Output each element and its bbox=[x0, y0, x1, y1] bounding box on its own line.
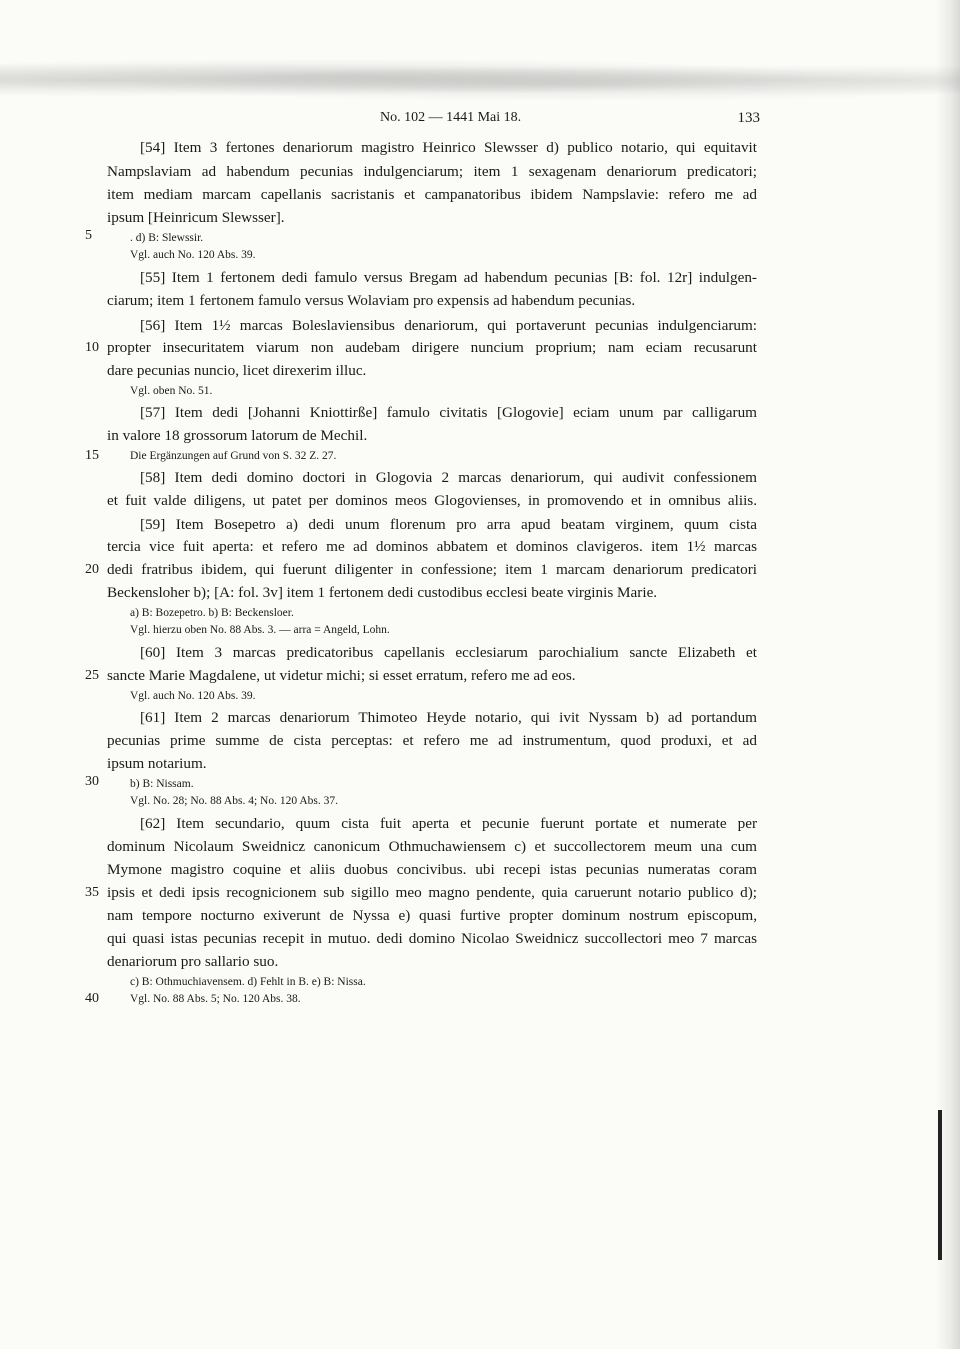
text-line: [60] Item 3 marcas predicatoribus capellanis ecclesiarum parochialium sancte Elizabeth et bbox=[140, 644, 757, 661]
header-title: No. 102 — 1441 Mai 18. bbox=[380, 110, 522, 125]
running-header bbox=[380, 110, 760, 132]
text-line: ipsis et dedi ipsis recognicionem sub sigillo meo magno pendente, quia caruerunt notario publico d); bbox=[107, 884, 757, 901]
text-line: dedi fratribus ibidem, qui fuerunt diligenter in confessione; item 1 marcam denariorum predicatori bbox=[107, 561, 757, 578]
text-line: [61] Item 2 marcas denariorum Thimoteo Heyde notario, qui ivit Nyssam b) ad portandum bbox=[140, 709, 757, 726]
footnote-line: Vgl. No. 88 Abs. 5; No. 120 Abs. 38. bbox=[130, 993, 301, 1005]
text-line: tercia vice fuit aperta: et refero me ad dominos abbatem et dominos clavigeros. item 1½ marcas bbox=[107, 538, 757, 555]
line-number: 5 bbox=[85, 228, 92, 243]
footnote-line: Vgl. auch No. 120 Abs. 39. bbox=[130, 249, 256, 261]
text-line: Nampslaviam ad habendum pecunias indulgenciarum; item 1 sexagenam denariorum predicatori; bbox=[107, 163, 757, 180]
line-number: 25 bbox=[85, 668, 99, 683]
text-line: [56] Item 1½ marcas Boleslaviensibus denariorum, qui portaverunt pecunias indulgenciarum: bbox=[140, 317, 757, 334]
text-line: dare pecunias nuncio, licet direxerim illuc. bbox=[107, 362, 367, 379]
text-line: propter insecuritatem viarum non audebam dirigere nuncium proprium; nam eciam recusarunt bbox=[107, 339, 757, 356]
text-line: et fuit valde diligens, ut patet per dominos meos Glogovienses, in promovendo et in omnibus aliis. bbox=[107, 492, 757, 509]
footnote-line: b) B: Nissam. bbox=[130, 778, 194, 790]
line-number: 40 bbox=[85, 991, 99, 1006]
text-line: sancte Marie Magdalene, ut videtur michi; si esset erratum, refero me ad eos. bbox=[107, 667, 576, 684]
text-line: ipsum notarium. bbox=[107, 755, 207, 772]
text-line: [59] Item Bosepetro a) dedi unum florenum pro arra apud beatam virginem, quum cista bbox=[140, 516, 757, 533]
text-line: nam tempore nocturno exiverunt de Nyssa e) quasi furtive propter dominum nostrum episcopum, bbox=[107, 907, 757, 924]
text-line: qui quasi istas pecunias recepit in mutuo. dedi domino Nicolao Sweidnicz succollectori meo 7 marcas bbox=[107, 930, 757, 947]
line-number: 30 bbox=[85, 774, 99, 789]
footnote-line: . d) B: Slewssir. bbox=[130, 232, 204, 244]
text-line: [58] Item dedi domino doctori in Glogovia 2 marcas denariorum, qui audivit confessionem bbox=[140, 469, 757, 486]
text-line: pecunias prime summe de cista perceptas: et refero me ad instrumentum, quod produxi, et ad bbox=[107, 732, 757, 749]
line-number: 10 bbox=[85, 340, 99, 355]
text-line: [54] Item 3 fertones denariorum magistro Heinrico Slewsser d) publico notario, qui equitavit bbox=[140, 139, 757, 156]
text-line: denariorum pro sallario suo. bbox=[107, 953, 279, 970]
text-line: Mymone magistro coquine et aliis duobus concivibus. ubi recepi istas pecunias numeratas coram bbox=[107, 861, 757, 878]
page-number: 133 bbox=[737, 110, 760, 126]
line-number: 15 bbox=[85, 448, 99, 463]
text-line: in valore 18 grossorum latorum de Mechil. bbox=[107, 427, 368, 444]
text-line: [57] Item dedi [Johanni Kniottirße] famulo civitatis [Glogovie] eciam unum par calligarum bbox=[140, 404, 757, 421]
text-line: ipsum [Heinricum Slewsser]. bbox=[107, 209, 285, 226]
footnote-line: Vgl. oben No. 51. bbox=[130, 385, 213, 397]
footnote-line: Vgl. hierzu oben No. 88 Abs. 3. — arra = Angeld, Lohn. bbox=[130, 624, 390, 636]
text-line: ciarum; item 1 fertonem famulo versus Wolaviam pro expensis ad habendum pecunias. bbox=[107, 292, 636, 309]
footnote-line: a) B: Bozepetro. b) B: Beckensloer. bbox=[130, 607, 294, 619]
line-number: 20 bbox=[85, 562, 99, 577]
text-line: item mediam marcam capellanis sacristanis et campanatoribus ibidem Nampslavie: refero me ad bbox=[107, 186, 757, 203]
text-line: [62] Item secundario, quum cista fuit aperta et pecunie fuerunt portate et numerate per bbox=[140, 815, 757, 832]
footnote-line: Vgl. auch No. 120 Abs. 39. bbox=[130, 690, 256, 702]
text-line: [55] Item 1 fertonem dedi famulo versus Bregam ad habendum pecunias [B: fol. 12r] indulgen- bbox=[140, 269, 757, 286]
scan-shadow bbox=[0, 60, 960, 100]
text-line: dominum Nicolaum Sweidnicz canonicum Othmuchawiensem c) et succollectorem meum una cum bbox=[107, 838, 757, 855]
footnote-line: Vgl. No. 28; No. 88 Abs. 4; No. 120 Abs. 37. bbox=[130, 795, 338, 807]
footnote-line: c) B: Othmuchiavensem. d) Fehlt in B. e) B: Nissa. bbox=[130, 976, 366, 988]
scan-edge-mark bbox=[938, 1110, 942, 1260]
line-number: 35 bbox=[85, 885, 99, 900]
text-line: Beckensloher b); [A: fol. 3v] item 1 fertonem dedi custodibus ecclesi beate virginis Marie. bbox=[107, 584, 658, 601]
footnote-line: Die Ergänzungen auf Grund von S. 32 Z. 27. bbox=[130, 450, 337, 462]
